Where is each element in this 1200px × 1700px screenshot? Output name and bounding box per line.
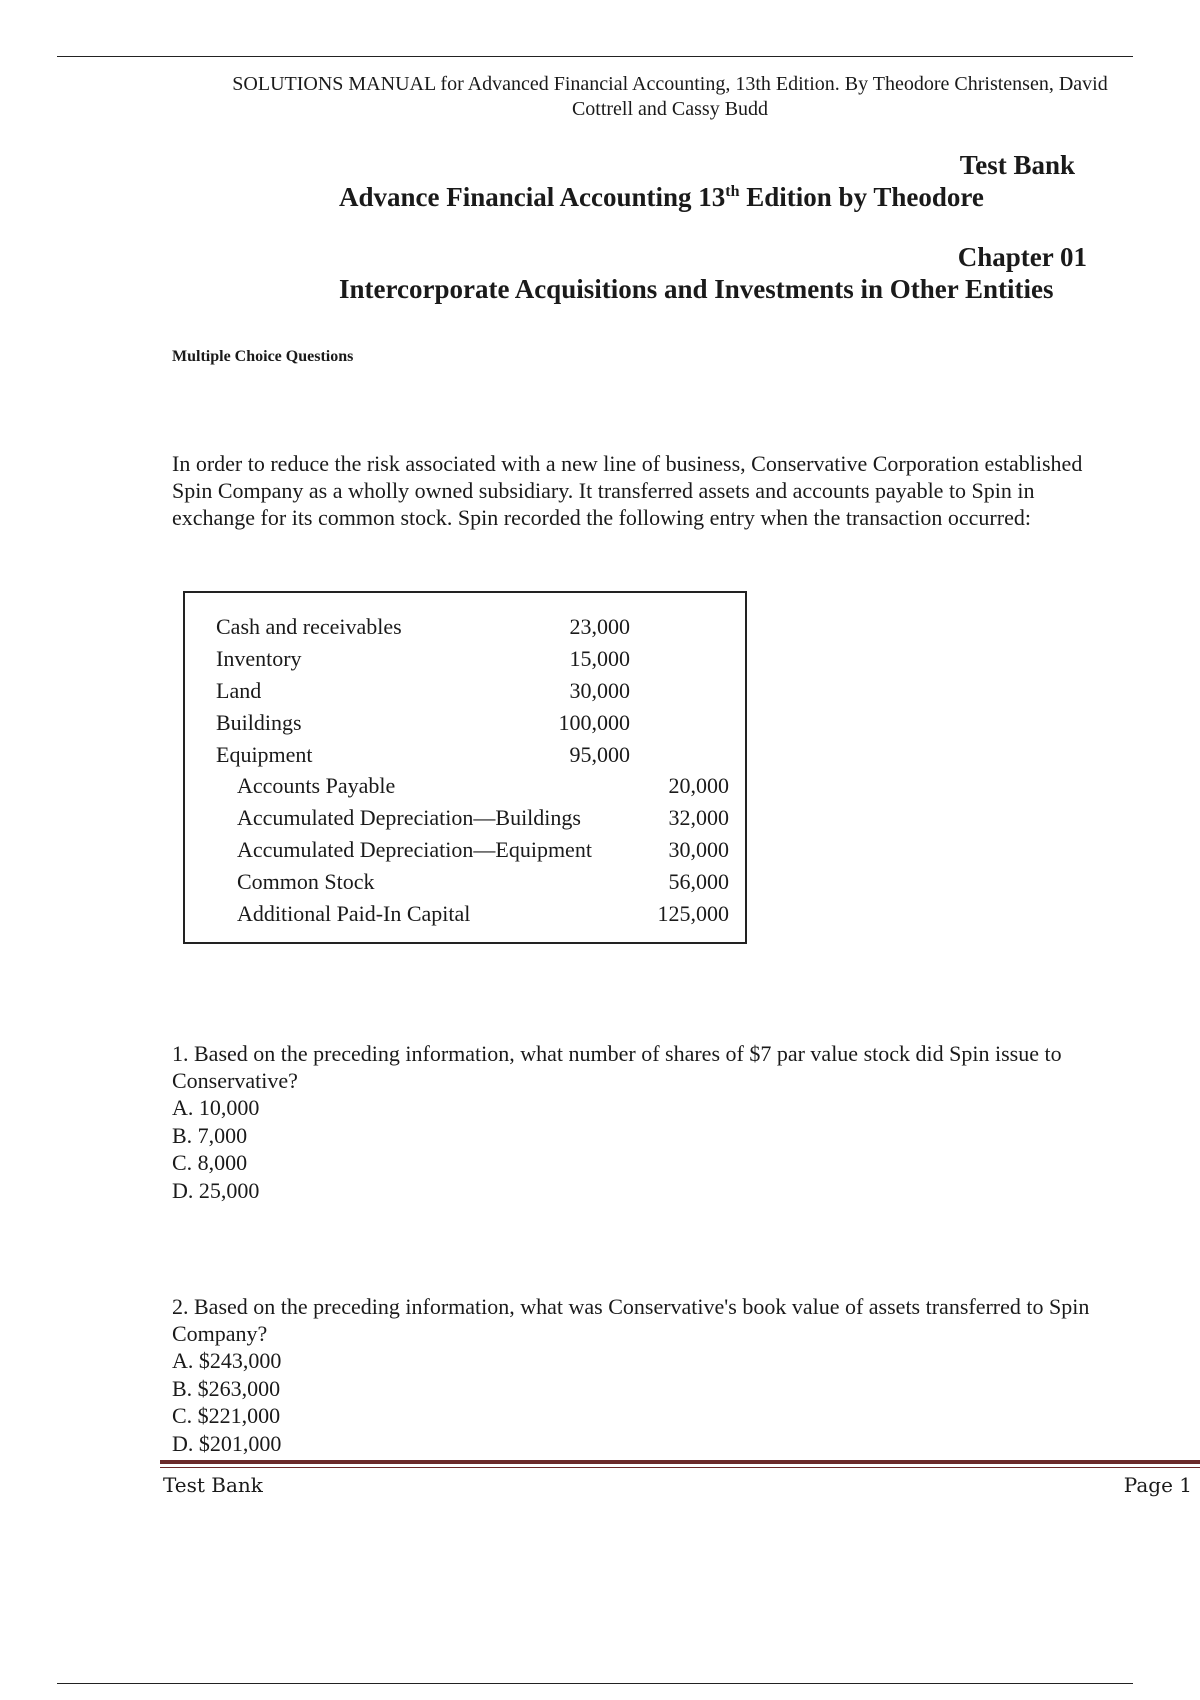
banner-line-2: Cottrell and Cassy Budd <box>571 98 769 120</box>
debit-amount: 15,000 <box>569 646 630 671</box>
account-name: Accounts Payable <box>237 773 396 798</box>
banner-line-1: SOLUTIONS MANUAL for Advanced Financial Accounting, 13th Edition. By Theodore Christensen, David <box>232 73 1108 95</box>
answer-option: D. $201,000 <box>172 1430 282 1456</box>
journal-row <box>185 646 745 677</box>
journal-row <box>185 773 745 804</box>
account-name: Inventory <box>216 646 302 671</box>
document-banner <box>170 72 1170 122</box>
footer-rule-thin <box>160 1467 1200 1468</box>
journal-row <box>185 614 745 645</box>
account-name: Cash and receivables <box>216 614 402 639</box>
journal-row <box>185 901 745 932</box>
account-name: Equipment <box>216 742 313 767</box>
book-title-superscript: th <box>725 183 740 200</box>
chapter-title: Intercorporate Acquisitions and Investments in Other Entities <box>339 274 1054 304</box>
page-number: Page 1 <box>1123 1473 1192 1497</box>
credit-amount: 125,000 <box>657 901 729 926</box>
journal-row <box>185 869 745 900</box>
account-name: Accumulated Depreciation—Buildings <box>237 805 581 830</box>
book-title-main: Advance Financial Accounting 13 <box>339 182 726 212</box>
chapter-heading: Chapter 01 <box>957 242 1087 272</box>
question-1 <box>172 1040 1092 1204</box>
answer-option: D. 25,000 <box>172 1177 260 1203</box>
credit-amount: 20,000 <box>668 773 729 798</box>
answer-option: B. 7,000 <box>172 1122 248 1148</box>
book-title <box>339 182 984 213</box>
credit-amount: 32,000 <box>668 805 729 830</box>
account-name: Land <box>216 678 262 703</box>
top-rule <box>57 56 1133 57</box>
answer-option: A. $243,000 <box>172 1348 282 1373</box>
intro-paragraph: In order to reduce the risk associated with a new line of business, Conservative Corporation established Spin Company as a wholly owned subsidiary. It transferred assets and accounts payable to Spin in exchange for its common stock. Spin recorded the following entry when the transaction occurred: <box>172 451 1083 530</box>
test-bank-heading: Test Bank <box>959 150 1075 180</box>
answer-option: A. 10,000 <box>172 1095 260 1120</box>
question-text: 2. Based on the preceding information, what was Conservative's book value of assets transferred to Spin Company? <box>172 1294 1090 1346</box>
answer-option: C. $221,000 <box>172 1403 281 1428</box>
journal-row <box>185 742 745 773</box>
account-name: Additional Paid-In Capital <box>237 901 471 926</box>
account-name: Accumulated Depreciation—Equipment <box>237 837 592 862</box>
debit-amount: 100,000 <box>558 710 630 735</box>
question-text: 1. Based on the preceding information, what number of shares of $7 par value stock did Spin issue to Conservative? <box>172 1041 1062 1093</box>
journal-row <box>185 837 745 868</box>
book-title-rest: Edition by Theodore <box>739 182 984 212</box>
journal-row <box>185 678 745 709</box>
question-2 <box>172 1293 1092 1457</box>
answer-option: C. 8,000 <box>172 1150 248 1175</box>
debit-amount: 23,000 <box>569 614 630 639</box>
credit-amount: 30,000 <box>668 837 729 862</box>
debit-amount: 95,000 <box>569 742 630 767</box>
journal-row <box>185 710 745 741</box>
account-name: Buildings <box>216 710 302 735</box>
debit-amount: 30,000 <box>569 678 630 703</box>
credit-amount: 56,000 <box>668 869 729 894</box>
section-label: Multiple Choice Questions <box>172 348 354 365</box>
footer-rule <box>160 1460 1200 1464</box>
account-name: Common Stock <box>237 869 375 894</box>
answer-option: B. $263,000 <box>172 1375 281 1401</box>
bottom-rule <box>57 1683 1133 1684</box>
journal-row <box>185 805 745 836</box>
journal-entry-box <box>183 591 747 944</box>
footer-label: Test Bank <box>163 1473 263 1497</box>
